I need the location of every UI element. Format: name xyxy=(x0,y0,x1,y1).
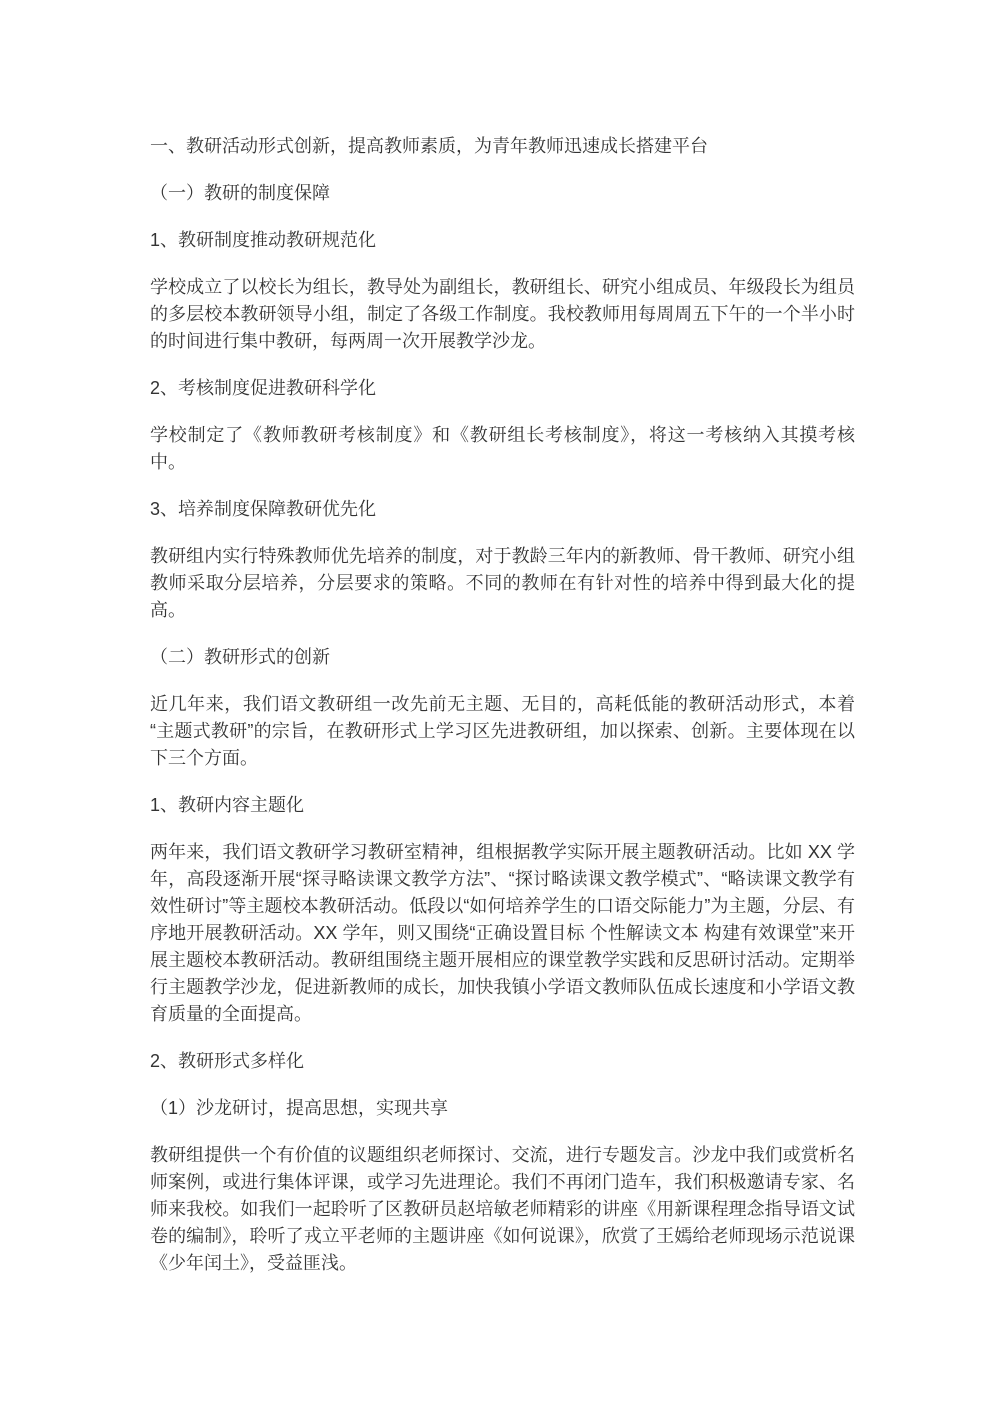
body-paragraph: 学校成立了以校长为组长，教导处为副组长，教研组长、研究小组成员、年级段长为组员的多层校本教研领导小组，制定了各级工作制度。我校教师用每周周五下午的一个半小时的时间进行集中教研，每两周一次开展教学沙龙。 xyxy=(150,277,855,351)
numbered-heading-content-2: 2、教研形式多样化 xyxy=(150,1051,305,1071)
section-heading-sub-1: （一）教研的制度保障 xyxy=(150,183,330,203)
section-heading-main: 一、教研活动形式创新，提高教师素质，为青年教师迅速成长搭建平台 xyxy=(150,136,708,156)
body-paragraph: 两年来，我们语文教研学习教研室精神，组根据教学实际开展主题教研活动。比如 XX 学年，高段逐渐开展“探寻略读课文教学方法”、“探讨略读课文教学模式”、“略读课文教学有效性研讨”等主题校本教研活动。低段以“如何培养学生的口语交际能力”为主题，分层、有序地开展教研活动。XX 学年，则又围绕“正确设置目标 个性解读文本 构建有效课堂”来开展主题校本教研活动。教研组围绕主题开展相应的课堂教学实践和反思研讨活动。定期举行主题教学沙龙，促进新教师的成长，加快我镇小学语文教师队伍成长速度和小学语文教育质量的全面提高。 xyxy=(150,842,855,1024)
section-heading-sub-2: （二）教研形式的创新 xyxy=(150,647,330,667)
body-paragraph: 教研组内实行特殊教师优先培养的制度，对于教龄三年内的新教师、骨干教师、研究小组教师采取分层培养，分层要求的策略。不同的教师在有针对性的培养中得到最大化的提高。 xyxy=(150,546,855,620)
sub-point-heading: （1）沙龙研讨，提高思想，实现共享 xyxy=(150,1098,449,1118)
numbered-heading-2: 2、考核制度促进教研科学化 xyxy=(150,378,377,398)
numbered-heading-3: 3、培养制度保障教研优先化 xyxy=(150,499,377,519)
numbered-heading-1: 1、教研制度推动教研规范化 xyxy=(150,230,377,250)
numbered-heading-content-1: 1、教研内容主题化 xyxy=(150,795,305,815)
body-paragraph: 近几年来，我们语文教研组一改先前无主题、无目的，高耗低能的教研活动形式，本着“主题式教研”的宗旨，在教研形式上学习区先进教研组，加以探索、创新。主要体现在以下三个方面。 xyxy=(150,694,855,768)
body-paragraph: 教研组提供一个有价值的议题组织老师探讨、交流，进行专题发言。沙龙中我们或赏析名师案例，或进行集体评课，或学习先进理论。我们不再闭门造车，我们积极邀请专家、名师来我校。如我们一起聆听了区教研员赵培敏老师精彩的讲座《用新课程理念指导语文试卷的编制》，聆听了戎立平老师的主题讲座《如何说课》，欣赏了王嫣给老师现场示范说课《少年闰土》，受益匪浅。 xyxy=(150,1145,855,1273)
body-paragraph: 学校制定了《教师教研考核制度》和《教研组长考核制度》，将这一考核纳入其摸考核中。 xyxy=(150,425,855,472)
